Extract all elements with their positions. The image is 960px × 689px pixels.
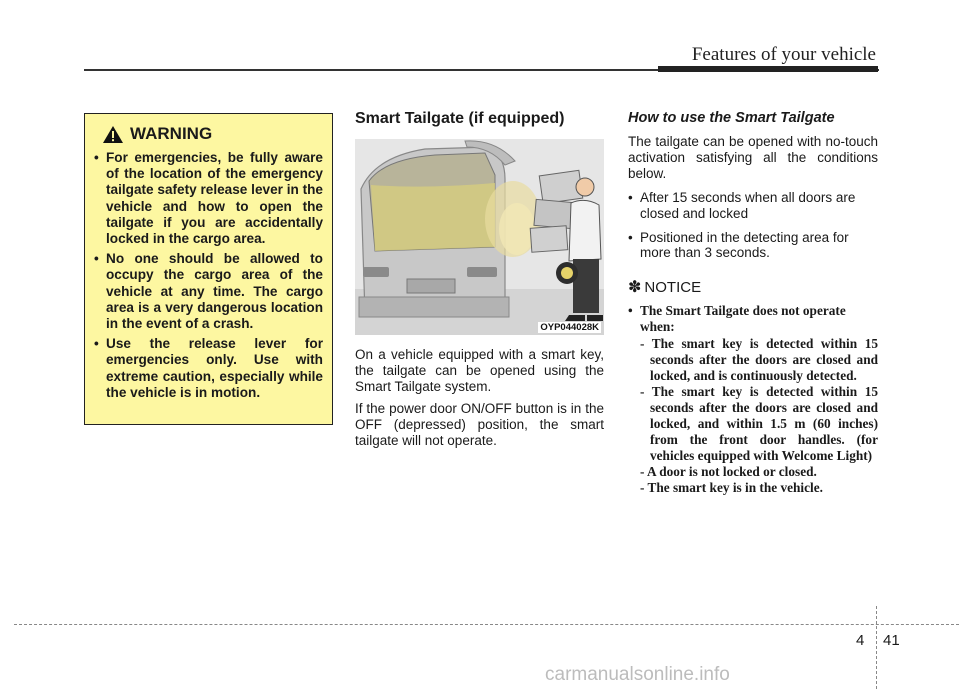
warning-box: [84, 113, 333, 425]
notice-sub: - The smart key is detected within 15 seconds after the doors are closed and locked, and is continuously detected.: [640, 335, 878, 383]
notice-text: [628, 303, 878, 496]
tailgate-illustration: [355, 139, 604, 335]
condition-item: • Positioned in the detecting area for more than 3 seconds.: [628, 230, 878, 262]
figure-code: OYP044028K: [540, 322, 599, 333]
footer-vline: [876, 606, 877, 689]
section-title: Smart Tailgate (if equipped): [355, 110, 565, 127]
how-to-use-column: [628, 110, 878, 496]
warning-title: WARNING: [130, 124, 213, 143]
notice-head: [628, 277, 878, 297]
subsection-title: How to use the Smart Tailgate: [628, 110, 835, 126]
condition-list: [628, 190, 878, 262]
warning-head: [102, 124, 323, 144]
footer-dash: [14, 624, 959, 625]
condition-item: • After 15 seconds when all doors are closed and locked: [628, 190, 878, 222]
header-bar: [658, 66, 878, 72]
warning-item: • No one should be allowed to occupy the cargo area of the vehicle at any time. The cargo area is a very dangerous location in the event of a crash.: [94, 251, 323, 332]
notice-title: NOTICE: [644, 278, 702, 296]
intro-paragraph: The tailgate can be opened with no-touch activation satisfying all the conditions below.: [628, 134, 878, 181]
watermark: carmanualsonline.info: [545, 664, 730, 685]
notice-main: • The Smart Tailgate does not operate when:: [628, 303, 878, 335]
notice-sub: - The smart key is detected within 15 seconds after the doors are closed and locked, and within 1.5 m (60 inches) from the front door handles. (for vehicles equipped with Welcome Light): [640, 383, 878, 464]
page-chapter: 4: [856, 632, 865, 649]
smart-tailgate-column: [355, 110, 604, 448]
page-number: 41: [883, 632, 900, 649]
warning-list: [94, 150, 323, 401]
notice-sub: - A door is not locked or closed.: [640, 464, 817, 480]
paragraph: If the power door ON/OFF button is in the OFF (depressed) position, the smart tailgate will not operate.: [355, 400, 604, 448]
warning-item: • For emergencies, be fully aware of the location of the emergency tailgate safety release lever in the vehicle and how to open the tailgate if you are accidentally locked in the cargo area.: [94, 150, 323, 247]
paragraph: On a vehicle equipped with a smart key, the tailgate can be opened using the Smart Tailgate system.: [355, 347, 604, 394]
warning-triangle-icon: [102, 125, 124, 144]
notice-symbol: ✽: [628, 279, 642, 297]
notice-sub: - The smart key is in the vehicle.: [640, 480, 823, 496]
header-title: Features of your vehicle: [691, 44, 876, 65]
warning-item: • Use the release lever for emergencies only. Use with extreme caution, especially while the vehicle is in motion.: [94, 336, 323, 401]
tailgate-figure: [355, 139, 604, 335]
